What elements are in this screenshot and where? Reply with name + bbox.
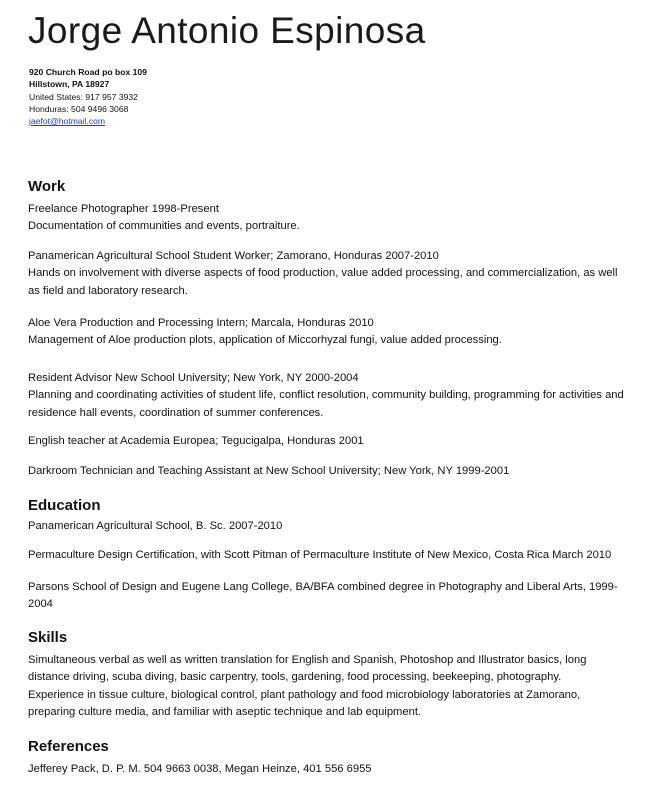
education-entry-line: Permaculture Design Certification, with Scott Pitman of Permaculture Institute of New Mexico, Costa Rica March 2010 (28, 549, 612, 561)
section-title-skills: Skills (28, 629, 68, 646)
skills-line: Experience in tissue culture, biological control, plant pathology and food microbiology laboratories at Zamorano, (28, 688, 581, 701)
work-entry (28, 463, 634, 480)
education-entry (28, 518, 634, 535)
work-entry-heading: Resident Advisor New School University; New York, NY 2000-2004 (28, 372, 359, 384)
phone-us: United States: 917 957 3932 (29, 91, 138, 102)
phone-honduras: Honduras: 504 9496 3068 (29, 103, 129, 114)
work-entry (28, 315, 634, 350)
work-entry-heading: English teacher at Academia Europea; Tegucigalpa, Honduras 2001 (28, 435, 364, 447)
email-link[interactable]: jaefot@hotmail.com (29, 116, 106, 127)
skills-text (28, 652, 634, 722)
address-line-2: Hillstown, PA 18927 (29, 79, 110, 90)
work-entry (28, 433, 634, 450)
work-entry-heading: Freelance Photographer 1998-Present (28, 203, 219, 215)
address-line-1: 920 Church Road po box 109 (29, 67, 147, 77)
education-entry (28, 579, 634, 614)
education-entry-line: 2004 (28, 598, 53, 611)
section-title-references: References (28, 738, 109, 755)
section-title-education: Education (28, 497, 101, 514)
work-entry-heading: Panamerican Agricultural School Student Worker; Zamorano, Honduras 2007-2010 (28, 250, 439, 262)
work-entry-heading: Aloe Vera Production and Processing Intern; Marcala, Honduras 2010 (28, 317, 374, 329)
contact-block (29, 66, 147, 127)
section-title-work: Work (28, 178, 66, 195)
references-line: Jefferey Pack, D. P. M. 504 9663 0038, Megan Heinze, 401 556 6955 (28, 763, 372, 775)
work-entry-line: Documentation of communities and events, portraiture. (28, 220, 300, 233)
work-entry (28, 370, 634, 422)
skills-line: Simultaneous verbal as well as written translation for English and Spanish, Photoshop and Illustrator basics, long (28, 654, 587, 666)
skills-line: distance driving, scuba diving, basic carpentry, tools, gardening, food processing, beekeeping, photography. (28, 671, 562, 684)
work-entry (28, 248, 634, 300)
education-entry-line: Panamerican Agricultural School, B. Sc. 2007-2010 (28, 520, 283, 532)
work-entry-line: Management of Aloe production plots, application of Miccorhyzal fungi, value added processing. (28, 334, 502, 347)
references-text (28, 761, 634, 778)
work-entry-line: as field and laboratory research. (28, 284, 188, 297)
work-entry-line: Hands on involvement with diverse aspects of food production, value added processing, and commercialization, as well (28, 267, 618, 280)
education-entry (28, 547, 634, 564)
skills-line: preparing culture media, and familiar with aseptic technique and lab equipment. (28, 706, 422, 719)
work-entry-line: residence hall events, coordination of summer conferences. (28, 406, 324, 419)
resume-name: Jorge Antonio Espinosa (28, 10, 426, 51)
work-entry-line: Planning and coordinating activities of student life, conflict resolution, community building, programming for activities and (28, 389, 624, 402)
work-entry (28, 201, 634, 236)
education-entry-line: Parsons School of Design and Eugene Lang College, BA/BFA combined degree in Photography and Liberal Arts, 1999- (28, 581, 618, 593)
work-entry-heading: Darkroom Technician and Teaching Assistant at New School University; New York, NY 1999-2001 (28, 465, 510, 477)
